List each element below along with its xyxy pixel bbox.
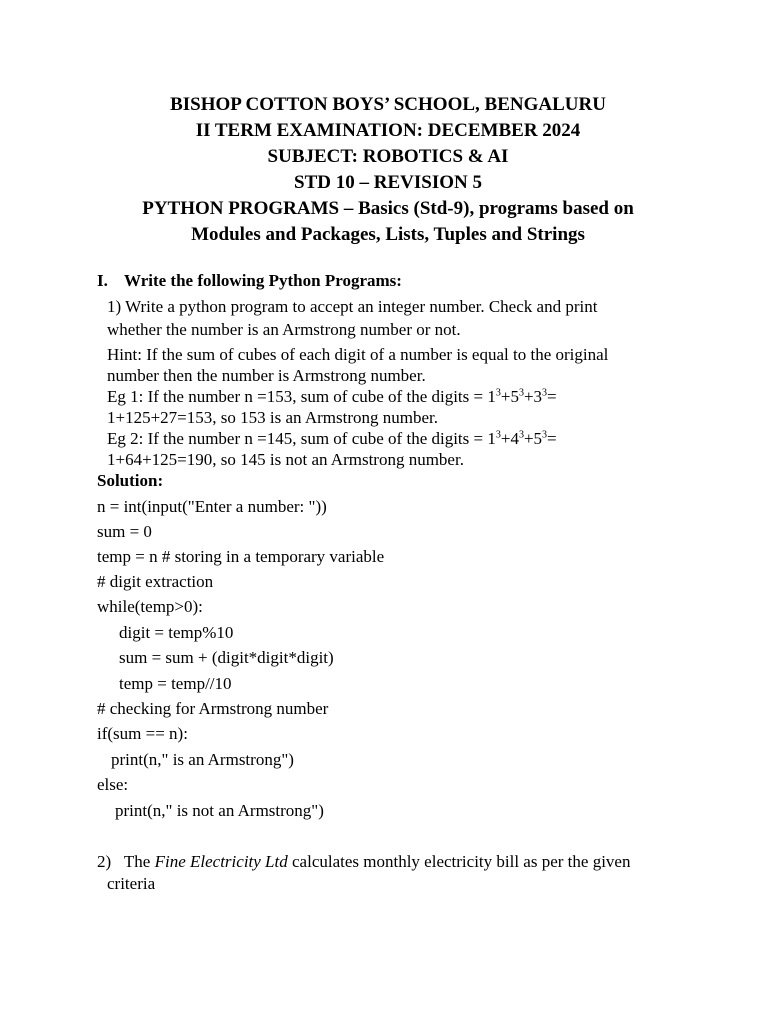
- code-line: digit = temp%10: [119, 623, 234, 642]
- school-name: BISHOP COTTON BOYS’ SCHOOL, BENGALURU: [170, 94, 606, 115]
- code-line: sum = sum + (digit*digit*digit): [119, 648, 334, 667]
- solution-label: Solution:: [97, 471, 164, 490]
- example-2-line-2: 1+64+125=190, so 145 is not an Armstrong number.: [107, 450, 464, 469]
- code-line: print(n," is an Armstrong"): [111, 750, 294, 769]
- q2-pre: The: [123, 852, 151, 871]
- q2-number: 2): [97, 852, 112, 871]
- exponent: 3: [518, 387, 524, 399]
- exponent: 3: [518, 429, 524, 441]
- example-2-text: Eg 2: If the number n =145, sum of cube of the digits = 1: [107, 429, 496, 448]
- hint-line-2: number then the number is Armstrong number.: [107, 366, 426, 385]
- code-line: print(n," is not an Armstrong"): [115, 801, 324, 820]
- code-comment: # digit extraction: [97, 572, 214, 591]
- code-line: while(temp>0):: [97, 597, 203, 616]
- subject-title: SUBJECT: ROBOTICS & AI: [267, 146, 509, 167]
- section-number: I.: [97, 271, 108, 290]
- code-comment: # checking for Armstrong number: [97, 699, 329, 718]
- section-title: Write the following Python Programs:: [124, 271, 402, 290]
- hint-line-1: Hint: If the sum of cubes of each digit of a number is equal to the original: [107, 345, 609, 364]
- exponent: 3: [495, 429, 501, 441]
- example-1-digit-2: 5: [510, 387, 519, 406]
- q2-line-1: [97, 851, 630, 873]
- example-2-digit-3: 5: [533, 429, 543, 448]
- code-line: if(sum == n):: [97, 724, 188, 743]
- q2-line-2: criteria: [107, 874, 156, 893]
- example-1-line-1: Eg 1: If the number n =153, sum of cube of the digits = $1^3+5^3+3^3=$: [107, 387, 557, 406]
- example-2-line-1: Eg 2: If the number n =145, sum of cube of the digits = $1^3+4^3+5^3=$: [107, 429, 557, 448]
- example-2-digit-2: 4: [510, 429, 519, 448]
- topics-line-1: PYTHON PROGRAMS – Basics (Std-9), programs based on: [142, 198, 634, 219]
- code-line: temp = temp//10: [119, 674, 232, 693]
- exponent: 3: [542, 429, 548, 441]
- exponent: 3: [542, 387, 548, 399]
- q1-line-2: whether the number is an Armstrong number or not.: [107, 320, 461, 339]
- example-1-line-2: 1+125+27=153, so 153 is an Armstrong number.: [107, 408, 438, 427]
- code-line: else:: [97, 775, 129, 794]
- code-line: n = int(input("Enter a number: ")): [97, 497, 327, 516]
- example-1-text: Eg 1: If the number n =153, sum of cube of the digits = 1: [107, 387, 496, 406]
- code-line: sum = 0: [97, 522, 152, 541]
- std-revision: STD 10 – REVISION 5: [294, 172, 482, 193]
- q2-post: calculates monthly electricity bill as per the given: [292, 852, 631, 871]
- example-1-digit-3: 3: [533, 387, 543, 406]
- topics-line-2: Modules and Packages, Lists, Tuples and Strings: [191, 224, 585, 245]
- company-name: Fine Electricity Ltd: [154, 852, 288, 871]
- exponent: 3: [495, 387, 501, 399]
- code-line: temp = n # storing in a temporary variable: [97, 547, 385, 566]
- exam-title: II TERM EXAMINATION: DECEMBER 2024: [195, 120, 581, 141]
- q1-line-1: 1) Write a python program to accept an integer number. Check and print: [107, 297, 598, 316]
